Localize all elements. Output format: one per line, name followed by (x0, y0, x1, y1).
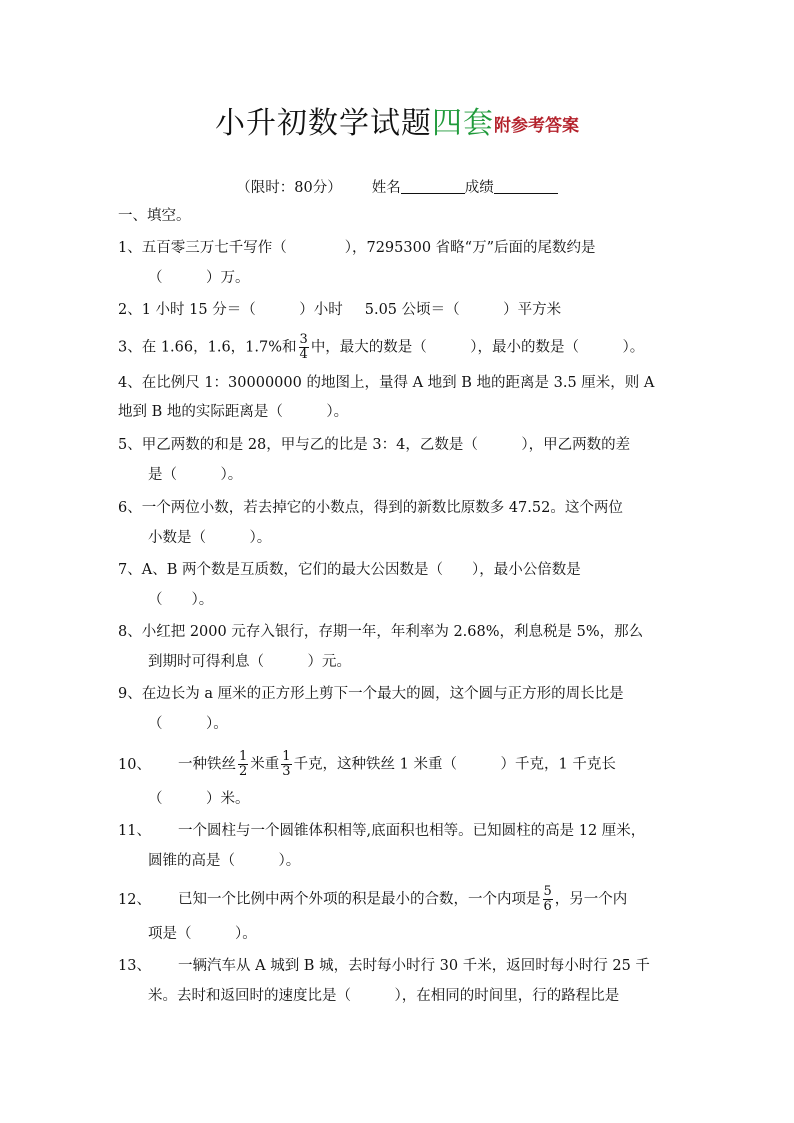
question-13-text: 一辆汽车从 A 城到 B 城，去时每小时行 30 千米，返回时每小时行 25 千 (178, 958, 650, 974)
question-6-line-2: 小数是（ ）。 (148, 530, 272, 546)
fraction-3-4 (299, 333, 309, 362)
fraction-1-3 (281, 750, 291, 779)
question-1-line-1: 1、五百零三万七千写作（ ），7295300 省略“万”后面的尾数约是 (118, 240, 596, 256)
question-5-line-1: 5、甲乙两数的和是 28，甲与乙的比是 3：4，乙数是（ ），甲乙两数的差 (118, 437, 631, 453)
question-8-line-1: 8、小红把 2000 元存入银行，存期一年，年利率为 2.68%，利息税是 5%，那么 (118, 624, 644, 640)
score-blank[interactable] (494, 179, 558, 194)
name-label: 姓名 (371, 180, 401, 196)
question-12-text-b: ，另一个内 (554, 891, 628, 908)
question-11-line-1 (118, 821, 645, 841)
section-heading: 一、填空。 (118, 208, 191, 224)
title-main: 小升初数学试题 (215, 106, 432, 141)
question-10-text-b: 米重 (250, 756, 280, 773)
fraction-numerator: 1 (282, 749, 291, 764)
question-2-part-b: 5.05 公顷＝（ ）平方米 (364, 302, 562, 318)
fraction-denominator: 2 (239, 764, 248, 779)
question-1-line-2: （ ）万。 (148, 270, 250, 286)
question-12-text-a: 已知一个比例中两个外项的积是最小的合数，一个内项是 (178, 891, 541, 908)
question-4-line-1: 4、在比例尺 1：30000000 的地图上，量得 A 地到 B 地的距离是 3.5 厘米，则 A (118, 375, 655, 391)
question-8-line-2: 到期时可得利息（ ）元。 (148, 654, 351, 670)
fraction-numerator: 1 (239, 749, 248, 764)
page-title (0, 98, 794, 142)
question-7-line-1: 7、A、B 两个数是互质数，它们的最大公因数是（ ），最小公倍数是 (118, 562, 581, 578)
question-10-text-a: 一种铁丝 (178, 756, 236, 773)
exam-info (0, 176, 794, 197)
fraction-denominator: 3 (282, 764, 291, 779)
fraction-numerator: 3 (299, 332, 308, 347)
question-11-text: 一个圆柱与一个圆锥体积相等,底面积也相等。已知圆柱的高是 12 厘米， (178, 823, 646, 839)
question-13-number: 13、 (118, 958, 151, 974)
question-9-line-2: （ ）。 (148, 716, 228, 732)
question-11-line-2: 圆锥的高是（ ）。 (148, 853, 301, 869)
question-4-line-2: 地到 B 地的实际距离是（ ）。 (118, 404, 349, 420)
fraction-5-6 (543, 885, 553, 914)
question-12-line-2: 项是（ ）。 (148, 926, 257, 942)
question-10-text-c: 千克，这种铁丝 1 米重（ ）千克，1 千克长 (293, 756, 616, 773)
question-10-line-2: （ ）米。 (148, 791, 250, 807)
fraction-numerator: 5 (543, 884, 552, 899)
question-13-line-1 (118, 956, 650, 976)
question-3 (118, 333, 644, 362)
question-7-line-2: （ ）。 (148, 592, 214, 608)
question-5-line-2: 是（ ）。 (148, 467, 243, 483)
fraction-denominator: 4 (299, 347, 308, 362)
question-11-number: 11、 (118, 823, 151, 839)
question-3-text-b: 中，最大的数是（ ），最小的数是（ ）。 (310, 339, 645, 356)
question-13-line-2: 米。去时和返回时的速度比是（ ），在相同的时间里，行的路程比是 (148, 988, 620, 1004)
title-suffix: 附参考答案 (494, 116, 579, 136)
question-2 (118, 300, 561, 320)
title-highlight: 四套 (432, 106, 494, 141)
question-6-line-1: 6、一个两位小数，若去掉它的小数点，得到的新数比原数多 47.52。这个两位 (118, 500, 623, 516)
question-12-line-1 (118, 885, 627, 914)
fraction-denominator: 6 (543, 899, 552, 914)
question-3-text-a: 3、在 1.66，1.6，1.7%和 (118, 339, 297, 356)
fraction-1-2 (238, 750, 248, 779)
question-2-part-a: 2、1 小时 15 分＝（ ）小时 (118, 302, 343, 318)
question-9-line-1: 9、在边长为 a 厘米的正方形上剪下一个最大的圆，这个圆与正方形的周长比是 (118, 686, 624, 702)
question-12-number: 12、 (118, 891, 151, 908)
time-limit: （限时：80分） (236, 180, 342, 196)
question-10-line-1 (118, 750, 616, 779)
score-label: 成绩 (464, 180, 494, 196)
name-blank[interactable] (401, 179, 465, 194)
question-10-number: 10、 (118, 756, 151, 773)
